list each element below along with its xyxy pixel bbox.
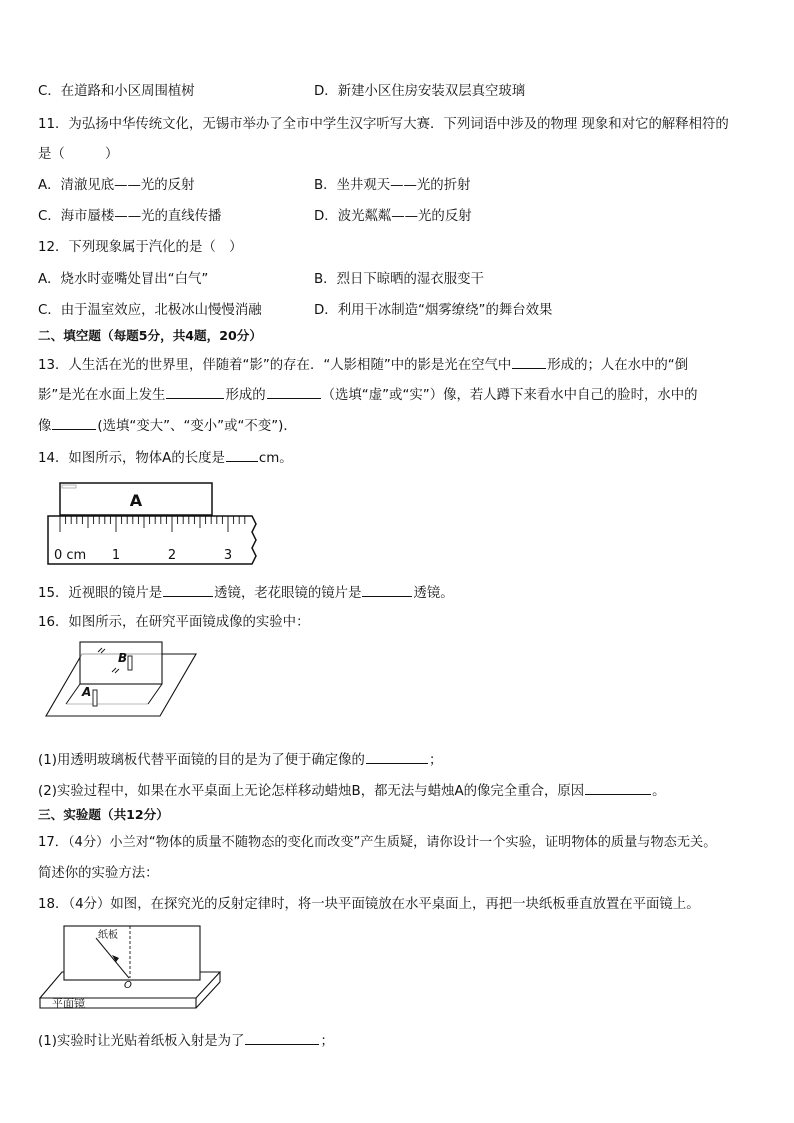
- q18-stem: 18．（4分）如图，在探究光的反射定律时，将一块平面镜放在水平桌面上，再把一块纸板垂直放置在平面镜上。: [38, 897, 700, 912]
- q18-part1: [38, 1031, 334, 1051]
- q16-part1: [38, 750, 442, 770]
- q13-text-2b: 形成的: [225, 388, 266, 403]
- q12-option-b: B．烈日下晾晒的湿衣服变干: [314, 272, 484, 287]
- q12-option-d: D．利用干冰制造“烟雾缭绕”的舞台效果: [314, 303, 553, 318]
- q13-text-2c: （选填“虚”或“实”）像，若人蹲下来看水中自己的脸时，水中的: [321, 388, 698, 403]
- q15-text-a: 15．近视眼的镜片是: [38, 586, 163, 601]
- q16-part2-end: 。: [652, 784, 666, 799]
- q13-text-1a: 13．人生活在光的世界里，伴随着“影”的存在．“人影相随”中的影是光在空气中: [38, 358, 512, 373]
- q16-blank-2: [585, 781, 651, 795]
- q18-part1-text: (1)实验时让光贴着纸板入射是为了: [38, 1034, 245, 1049]
- q15-text-c: 透镜。: [413, 586, 454, 601]
- board-label: 纸板: [98, 930, 118, 941]
- q17-stem-line1: 17．（4分）小兰对“物体的质量不随物态的变化而改变”产生质疑，请你设计一个实验，证明物体的质量与物态无关。: [38, 835, 717, 850]
- q13-blank-2: [166, 385, 224, 399]
- point-o-label: O: [124, 980, 132, 991]
- q14-stem: [38, 448, 293, 468]
- candle-a-label: A: [82, 685, 92, 699]
- plane-mirror-figure: [42, 638, 202, 722]
- q11-stem-line2: 是（ ）: [38, 147, 119, 162]
- paper-board: [64, 926, 200, 980]
- q14-text-b: cm。: [258, 451, 293, 466]
- q18-blank-1: [245, 1031, 319, 1045]
- candle-a: [93, 690, 97, 706]
- q10-option-c: C．在道路和小区周围植树: [38, 84, 195, 99]
- q16-part2: [38, 781, 666, 801]
- q10-option-d: D．新建小区住房安装双层真空玻璃: [314, 84, 526, 99]
- q15-stem: [38, 583, 454, 603]
- q13-text-3b: (选填“变大”、“变小”或“不变”)．: [97, 419, 297, 434]
- q15-text-b: 透镜，老花眼镜的镜片是: [214, 586, 362, 601]
- q13-line2: [38, 385, 698, 405]
- q16-part1-end: ；: [428, 753, 443, 768]
- q14-text-a: 14．如图所示，物体A的长度是: [38, 451, 225, 466]
- q11-option-d: D．波光粼粼——光的反射: [314, 209, 472, 224]
- q13-text-2a: 影”是光在水面上发生: [38, 388, 166, 403]
- q12-stem: 12．下列现象属于汽化的是（ ）: [38, 240, 243, 255]
- section-fill-blank-heading: 二、填空题（每题5分，共4题，20分）: [38, 328, 262, 343]
- q13-blank-3: [267, 385, 321, 399]
- section-experiment-heading: 三、实验题（共12分）: [38, 807, 169, 822]
- ruler-label-1: 1: [111, 548, 121, 563]
- q11-option-c: C．海市蜃楼——光的直线传播: [38, 209, 222, 224]
- reflection-figure: [38, 924, 224, 1014]
- q16-blank-1: [366, 750, 428, 764]
- q11-stem-line1: 11．为弘扬中华传统文化，无锡市举办了全市中学生汉字听写大赛．下列词语中涉及的物理 现象和对它的解释相符的: [38, 117, 729, 132]
- q14-blank: [226, 448, 258, 462]
- q13-text-3a: 像: [38, 419, 52, 434]
- q12-option-a: A．烧水时壶嘴处冒出“白气”: [38, 272, 209, 287]
- mirror-label: 平面镜: [52, 997, 85, 1010]
- q11-option-a: A．清澈见底——光的反射: [38, 178, 195, 193]
- q17-stem-line2: 简述你的实验方法：: [38, 866, 159, 881]
- candle-b: [128, 656, 132, 670]
- ruler-label-3: 3: [223, 548, 233, 563]
- q13-blank-4: [52, 416, 96, 430]
- q13-blank-1: [512, 355, 546, 369]
- q16-part1-text: (1)用透明玻璃板代替平面镜的目的是为了便于确定像的: [38, 753, 365, 768]
- ruler-figure: [44, 482, 264, 566]
- q15-blank-1: [163, 583, 213, 597]
- q13-text-1b: 形成的；人在水中的“倒: [547, 358, 689, 373]
- q12-option-c: C．由于温室效应，北极冰山慢慢消融: [38, 303, 262, 318]
- object-a-label: A: [129, 491, 143, 510]
- ruler-label-2: 2: [167, 548, 177, 563]
- ruler-label-0: 0 cm: [54, 548, 87, 563]
- q15-blank-2: [362, 583, 412, 597]
- q16-stem: 16．如图所示，在研究平面镜成像的实验中：: [38, 615, 310, 630]
- q18-part1-end: ；: [320, 1034, 334, 1049]
- q13-line1: [38, 355, 688, 375]
- candle-b-label: B: [118, 651, 128, 665]
- q16-part2-text: (2)实验过程中，如果在水平桌面上无论怎样移动蜡烛B，都无法与蜡烛A的像完全重合，原因: [38, 784, 585, 799]
- q11-option-b: B．坐井观天——光的折射: [314, 178, 471, 193]
- q13-line3: [38, 416, 297, 436]
